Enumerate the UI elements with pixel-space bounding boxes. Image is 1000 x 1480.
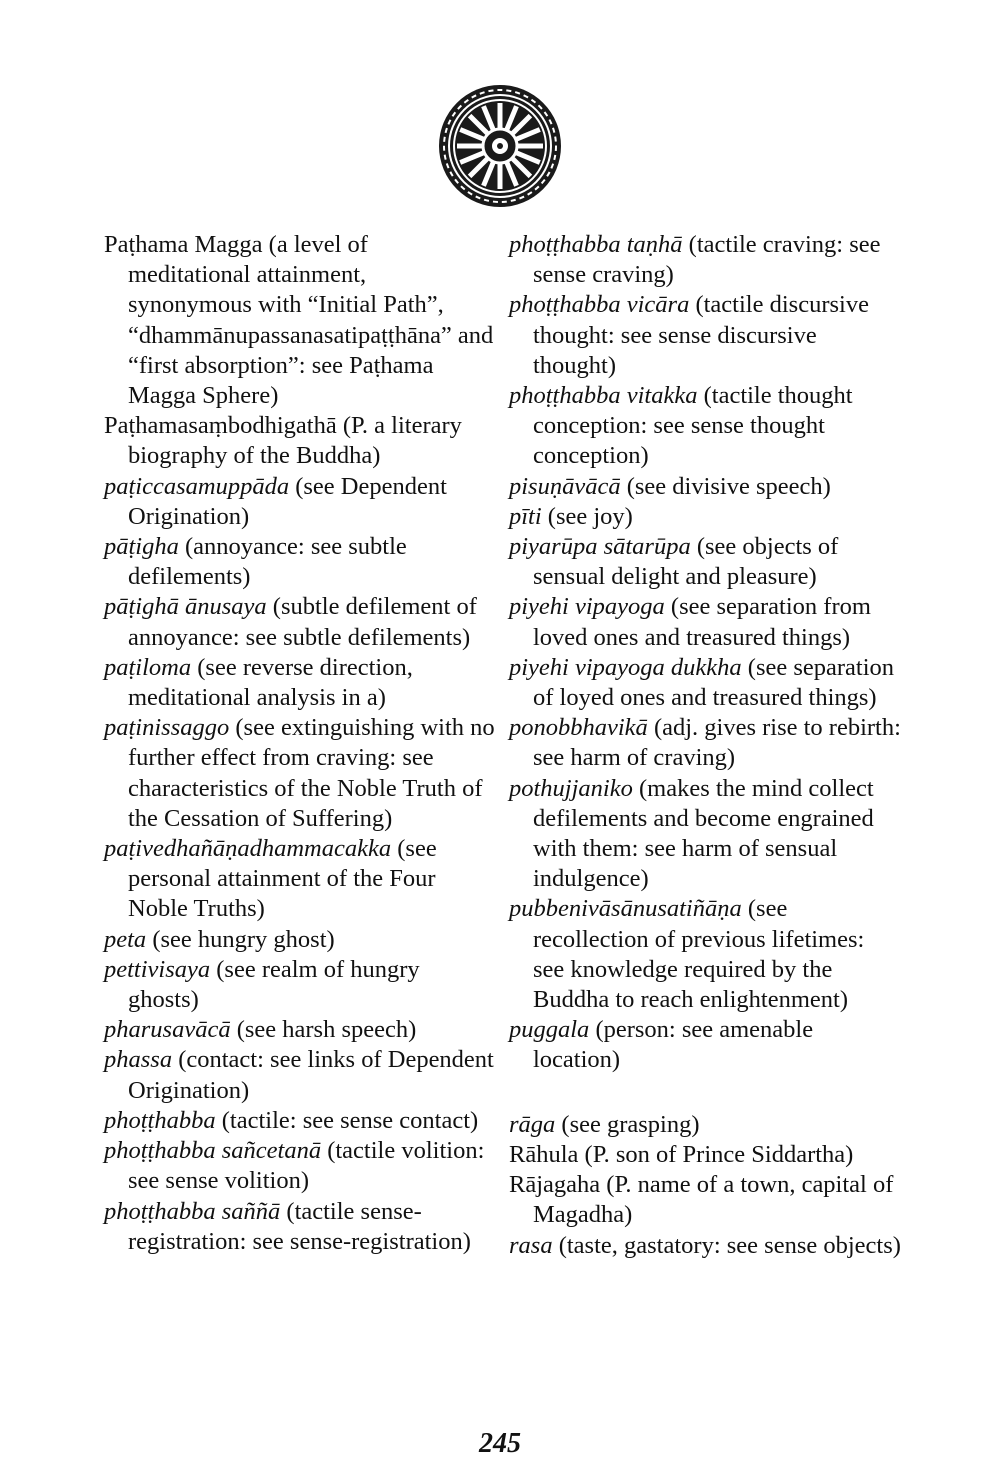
index-term: rasa — [509, 1231, 553, 1259]
page-number: 245 — [479, 1428, 521, 1459]
index-definition: (annoyance: see subtle defilements) — [128, 533, 407, 591]
index-entry — [509, 502, 901, 532]
index-entry — [104, 834, 496, 925]
index-term: paṭiloma — [104, 653, 192, 681]
index-term: Rājagaha — [509, 1171, 601, 1199]
index-entry — [104, 653, 496, 713]
index-term: pettivisaya — [104, 955, 211, 983]
index-entry — [509, 1015, 901, 1075]
index-entry — [104, 230, 496, 411]
index-entry — [104, 592, 496, 652]
index-term: phoṭṭhabba — [104, 1106, 216, 1134]
index-definition: (a level of meditational attainment, synonymous with “Initial Path”, “dhammānupassanasatipaṭṭhāna” and “first absorption”: see Paṭhama Magga Sphere) — [128, 231, 494, 410]
index-definition: (see divisive speech) — [620, 472, 831, 500]
index-definition: (see separation of loyed ones and treasured things) — [533, 653, 895, 712]
index-term: rāga — [509, 1110, 556, 1138]
index-entry — [509, 713, 901, 773]
index-term: Paṭhamasaṃbodhigathā — [104, 412, 337, 440]
index-column-right — [509, 230, 901, 1261]
index-entry — [104, 532, 496, 592]
index-term: phassa — [104, 1046, 173, 1074]
section-gap — [509, 1076, 901, 1110]
index-entry — [104, 1197, 496, 1257]
index-term: phoṭṭhabba saññā — [104, 1197, 281, 1225]
index-definition: (adj. gives rise to rebirth: see harm of craving) — [533, 714, 901, 772]
index-entry — [104, 1136, 496, 1196]
index-entry — [509, 230, 901, 290]
index-term: phoṭṭhabba taṇhā — [509, 231, 683, 258]
index-definition: (see objects of sensual delight and pleasure) — [533, 533, 839, 591]
index-entry — [509, 1231, 901, 1261]
index-definition: (P. a literary biography of the Buddha) — [128, 412, 462, 470]
index-term: paṭivedhañāṇadhammacakka — [104, 835, 392, 863]
index-definition: (tactile volition: see sense volition) — [128, 1137, 485, 1195]
index-term: Rāhula — [509, 1140, 579, 1168]
index-definition: (makes the mind collect defilements and become engrained with them: see harm of sensual indulgence) — [533, 774, 874, 893]
index-entry — [509, 592, 901, 652]
index-definition: (P. name of a town, capital of Magadha) — [533, 1171, 894, 1229]
index-entry — [104, 1015, 496, 1045]
index-definition: (taste, gastatory: see sense objects) — [552, 1231, 901, 1259]
index-entry — [104, 472, 496, 532]
index-term: phoṭṭhabba sañcetanā — [104, 1137, 322, 1165]
index-definition: (P. son of Prince Siddartha) — [578, 1140, 854, 1168]
index-definition: (subtle defilement of annoyance: see subtle defilements) — [128, 593, 477, 651]
index-entry — [104, 925, 496, 955]
index-term: phoṭṭhabba vicāra — [509, 291, 690, 319]
index-entry — [509, 653, 901, 713]
index-definition: (tactile sense-registration: see sense-registration) — [128, 1197, 471, 1255]
index-term: pīti — [509, 502, 542, 530]
index-term: phoṭṭhabba vitakka — [509, 382, 698, 410]
index-term: pāṭigha — [104, 533, 179, 561]
index-entry — [509, 1140, 901, 1170]
index-definition: (see reverse direction, meditational analysis in a) — [128, 653, 413, 712]
index-term: pothujjaniko — [509, 774, 633, 802]
index-entry — [104, 1045, 496, 1105]
index-definition: (see Dependent Origination) — [128, 472, 447, 530]
index-entry — [509, 381, 901, 472]
index-definition: (person: see amenable location) — [533, 1016, 814, 1074]
index-entry — [104, 955, 496, 1015]
index-definition: (see hungry ghost) — [146, 925, 335, 953]
index-term: pubbenivāsānusatiñāṇa — [509, 895, 742, 923]
index-entry — [509, 1110, 901, 1140]
index-definition: (see joy) — [541, 502, 633, 530]
dharma-wheel-icon — [437, 83, 563, 209]
index-term: piyarūpa sātarūpa — [509, 533, 691, 561]
index-definition: (see grasping) — [555, 1110, 700, 1138]
index-definition: (see personal attainment of the Four Noble Truths) — [128, 835, 437, 923]
index-definition: (see realm of hungry ghosts) — [128, 955, 420, 1014]
index-term: paṭiccasamuppāda — [104, 472, 290, 500]
index-term: paṭinissaggo — [104, 714, 230, 742]
index-term: puggala — [509, 1016, 590, 1044]
index-term: peta — [104, 925, 147, 953]
index-term: pisuṇāvācā — [509, 472, 621, 500]
index-definition: (see recollection of previous lifetimes: see knowledge required by the Buddha to reach enlightenment) — [533, 895, 865, 1014]
index-definition: (see harsh speech) — [230, 1016, 417, 1044]
index-definition: (tactile discursive thought: see sense discursive thought) — [533, 291, 869, 379]
index-term: piyehi vipayoga dukkha — [509, 653, 742, 681]
index-definition: (tactile thought conception: see sense thought conception) — [533, 382, 853, 470]
index-term: Paṭhama Magga — [104, 231, 263, 258]
index-term: ponobbhavikā — [509, 714, 648, 742]
index-term: pāṭighā ānusaya — [104, 593, 267, 621]
index-entry — [509, 1170, 901, 1230]
index-definition: (contact: see links of Dependent Origination) — [128, 1046, 494, 1104]
index-entry — [104, 1106, 496, 1136]
index-entry — [509, 532, 901, 592]
index-entry — [509, 472, 901, 502]
index-term: pharusavācā — [104, 1016, 231, 1044]
index-term: piyehi vipayoga — [509, 593, 665, 621]
index-entry — [509, 894, 901, 1015]
index-definition: (tactile craving: see sense craving) — [533, 231, 881, 289]
index-entry — [104, 713, 496, 834]
index-column-left — [104, 230, 496, 1257]
index-definition: (see separation from loved ones and treasured things) — [533, 593, 871, 651]
index-definition: (tactile: see sense contact) — [215, 1106, 479, 1134]
index-entry — [104, 411, 496, 471]
index-entry — [509, 290, 901, 381]
index-entry — [509, 774, 901, 895]
index-definition: (see extinguishing with no further effect from craving: see characteristics of the Noble Truth of the Cessation of Suffering) — [128, 714, 495, 832]
